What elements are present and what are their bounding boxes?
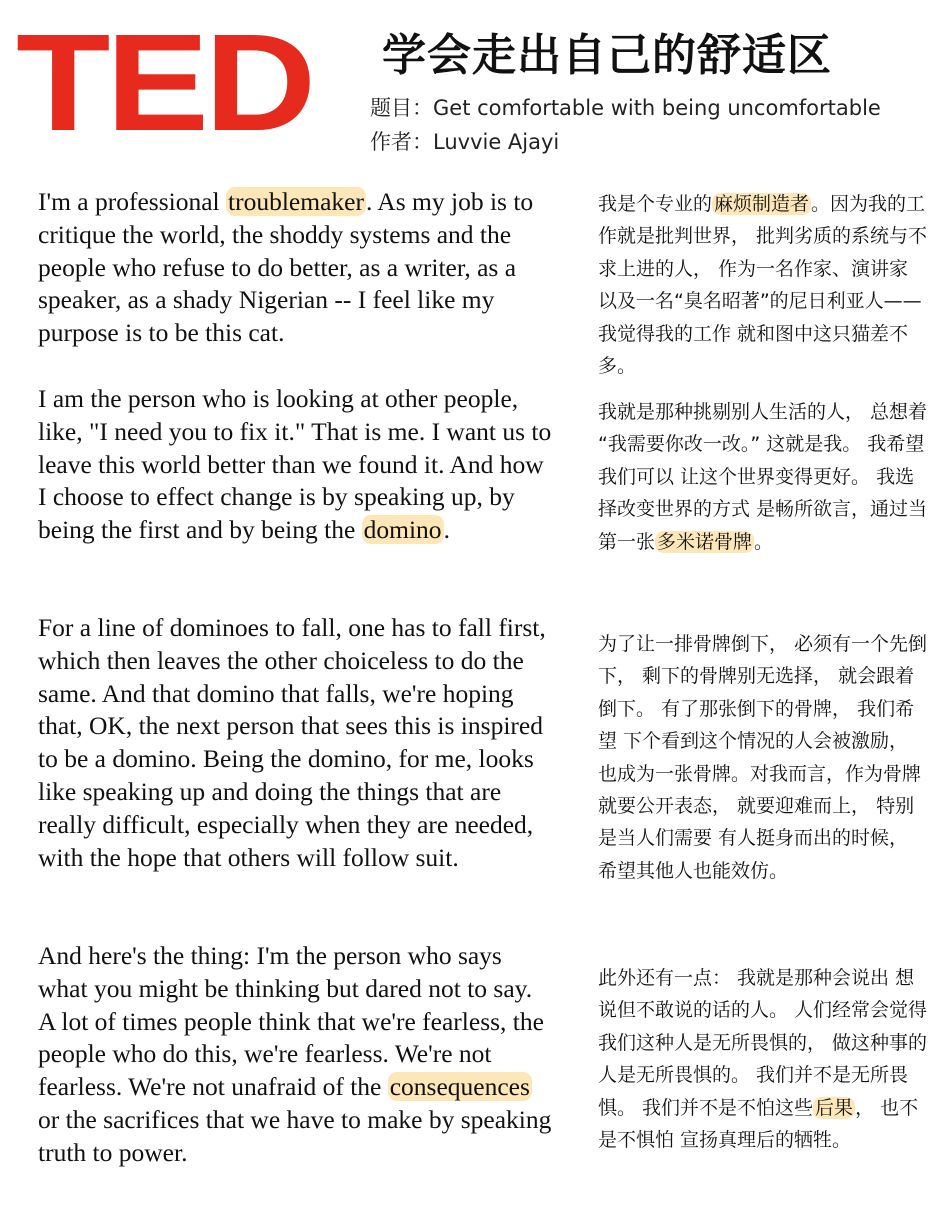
english-paragraph-2: [38, 383, 553, 547]
topic-value: Get comfortable with being uncomfortable: [433, 96, 881, 120]
author-line: [370, 126, 559, 156]
chinese-paragraph-2: [598, 396, 928, 558]
text: 我是个专业的: [598, 193, 713, 215]
ted-logo: TED: [16, 6, 312, 160]
text: 。因为我的工作就是批判世界， 批判劣质的系统与不求上进的人， 作为一名作家、演讲家 以及一名“臭名昭著”的尼日利亚人——我觉得我的工作 就和图中这只猫差不多。: [598, 193, 928, 378]
highlighted-word: troublemaker: [228, 187, 364, 216]
text: ， 也不是不惧怕 宣扬真理后的牺牲。: [598, 1096, 919, 1152]
text: I am the person who is looking at other people, like, "I need you to fix it." That is me. I want us to leave this world better than we found it. And how I choose to effect change is by speaking up, by being the first and by being the: [38, 384, 552, 545]
highlighted-word: 麻烦制造者: [714, 193, 810, 215]
english-paragraph-3: For a line of dominoes to fall, one has to fall first, which then leaves the other choiceless to do the same. And that domino that falls, we're hoping that, OK, the next person that sees this is inspired to be a domino. Being the domino, for me, looks like speaking up and doing the things that are really difficult, especially when they are needed, with the hope that others will follow suit.: [38, 613, 546, 872]
chinese-paragraph-4: [598, 962, 928, 1156]
topic-label: 题目：: [370, 96, 433, 120]
topic-line: [370, 92, 881, 122]
text: I'm a professional: [38, 187, 227, 216]
text: .: [443, 515, 450, 545]
highlighted-word: 多米诺骨牌: [657, 530, 753, 553]
text: 。: [754, 530, 774, 553]
chinese-paragraph-1: [598, 188, 928, 382]
text: 此外还有一点： 我就是那种会说出 想说但不敢说的话的人。 人们经常会觉得 我们这种人是无所畏惧的， 做这种事的人是无所畏惧的。 我们并不是无所畏惧。 我们并不是不怕这些: [598, 967, 928, 1119]
english-paragraph-1: [38, 186, 553, 350]
text: or the sacrifices that we have to make by speaking truth to power.: [38, 1104, 552, 1167]
chinese-paragraph-3: 为了让一排骨牌倒下， 必须有一个先倒下， 剩下的骨牌别无选择， 就会跟着倒下。 有了那张倒下的骨牌， 我们希望 下个看到这个情况的人会被激励， 也成为一张骨牌。对我而言，作为骨牌就要公开表态， 就要迎难而上， 特别是当人们需要 有人挺身而出的时候， 希望其他人也能效仿。: [598, 633, 928, 882]
english-paragraph-4: [38, 940, 553, 1170]
text: And here's the thing: I'm the person who says what you might be thinking but dared not to say. A lot of times people think that we're fearless, the people who do this, we're fearless. We're not fearless. We're not unafraid of the: [38, 941, 544, 1102]
highlighted-word: consequences: [389, 1072, 530, 1102]
page-title: 学会走出自己的舒适区: [382, 30, 832, 81]
text: . As my job is to critique the world, the shoddy systems and the people who refuse to do better, as a writer, as a speaker, as a shady Nigerian -- I feel like my purpose is to be this cat.: [38, 187, 534, 348]
text: 我就是那种挑剔别人生活的人， 总想着 “我需要你改一改。” 这就是我。 我希望我们可以 让这个世界变得更好。 我选择改变世界的方式 是畅所欲言，通过当第一张: [598, 401, 928, 553]
highlighted-word: domino: [363, 515, 442, 545]
author-label: 作者：: [370, 130, 433, 154]
highlighted-word: 后果: [815, 1096, 854, 1119]
author-value: Luvvie Ajayi: [433, 130, 560, 154]
